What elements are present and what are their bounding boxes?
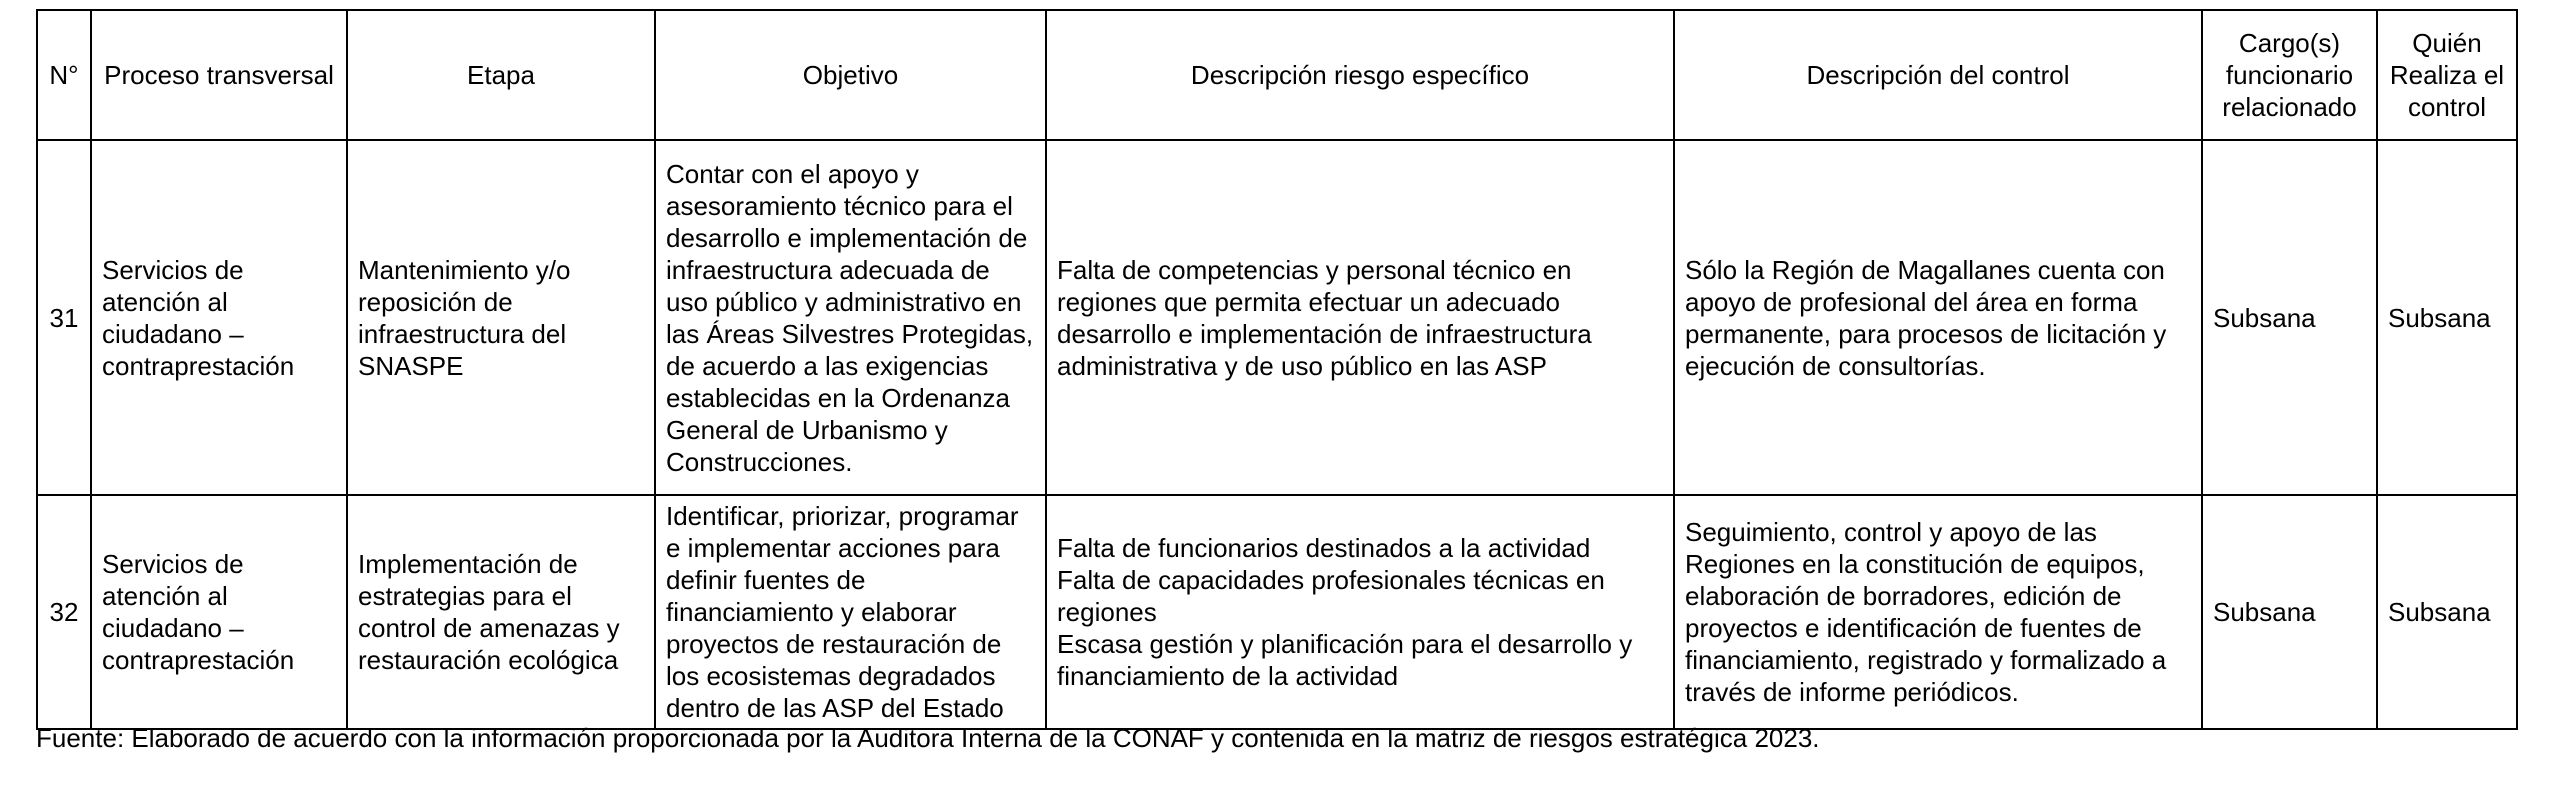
cell-objetivo: Contar con el apoyo y asesoramiento técnico para el desarrollo e implementación de infraestructura adecuada de uso público y administrativo en las Áreas Silvestres Protegidas, de acuerdo a las exigencias establecidas en la Ordenanza General de Urbanismo y Construcciones.	[655, 140, 1046, 495]
risk-table-container	[36, 9, 2516, 730]
table-row	[37, 495, 2517, 729]
cell-cargo: Subsana	[2202, 140, 2377, 495]
cell-objetivo: Identificar, priorizar, programar e implementar acciones para definir fuentes de financiamiento y elaborar proyectos de restauración de los ecosistemas degradados dentro de las ASP del Estado	[655, 495, 1046, 729]
cell-proceso: Servicios de atención al ciudadano – contraprestación	[91, 140, 347, 495]
cell-cargo: Subsana	[2202, 495, 2377, 729]
header-quien: Quién Realiza el control	[2377, 10, 2517, 140]
header-etapa: Etapa	[347, 10, 655, 140]
cell-quien: Subsana	[2377, 140, 2517, 495]
risk-matrix-table	[36, 9, 2518, 730]
header-num: N°	[37, 10, 91, 140]
cell-control: Seguimiento, control y apoyo de las Regiones en la constitución de equipos, elaboración de borradores, edición de proyectos e identificación de fuentes de financiamiento, registrado y formalizado a través de informe periódicos.	[1674, 495, 2202, 729]
cell-num: 31	[37, 140, 91, 495]
cell-riesgo: Falta de competencias y personal técnico en regiones que permita efectuar un adecuado desarrollo e implementación de infraestructura administrativa y de uso público en las ASP	[1046, 140, 1674, 495]
cell-etapa: Mantenimiento y/o reposición de infraestructura del SNASPE	[347, 140, 655, 495]
source-note: Fuente: Elaborado de acuerdo con la información proporcionada por la Auditora Interna de la CONAF y contenida en la matriz de riesgos estratégica 2023.	[36, 723, 1820, 753]
header-cargo: Cargo(s) funcionario relacionado	[2202, 10, 2377, 140]
cell-control: Sólo la Región de Magallanes cuenta con apoyo de profesional del área en forma permanente, para procesos de licitación y ejecución de consultorías.	[1674, 140, 2202, 495]
table-row	[37, 140, 2517, 495]
header-riesgo: Descripción riesgo específico	[1046, 10, 1674, 140]
cell-riesgo: Falta de funcionarios destinados a la actividad Falta de capacidades profesionales técnicas en regiones Escasa gestión y planificación para el desarrollo y financiamiento de la actividad	[1046, 495, 1674, 729]
table-header-row	[37, 10, 2517, 140]
header-proceso: Proceso transversal	[91, 10, 347, 140]
cell-quien: Subsana	[2377, 495, 2517, 729]
header-objetivo: Objetivo	[655, 10, 1046, 140]
header-control: Descripción del control	[1674, 10, 2202, 140]
cell-proceso: Servicios de atención al ciudadano – contraprestación	[91, 495, 347, 729]
cell-num: 32	[37, 495, 91, 729]
cell-etapa: Implementación de estrategias para el control de amenazas y restauración ecológica	[347, 495, 655, 729]
